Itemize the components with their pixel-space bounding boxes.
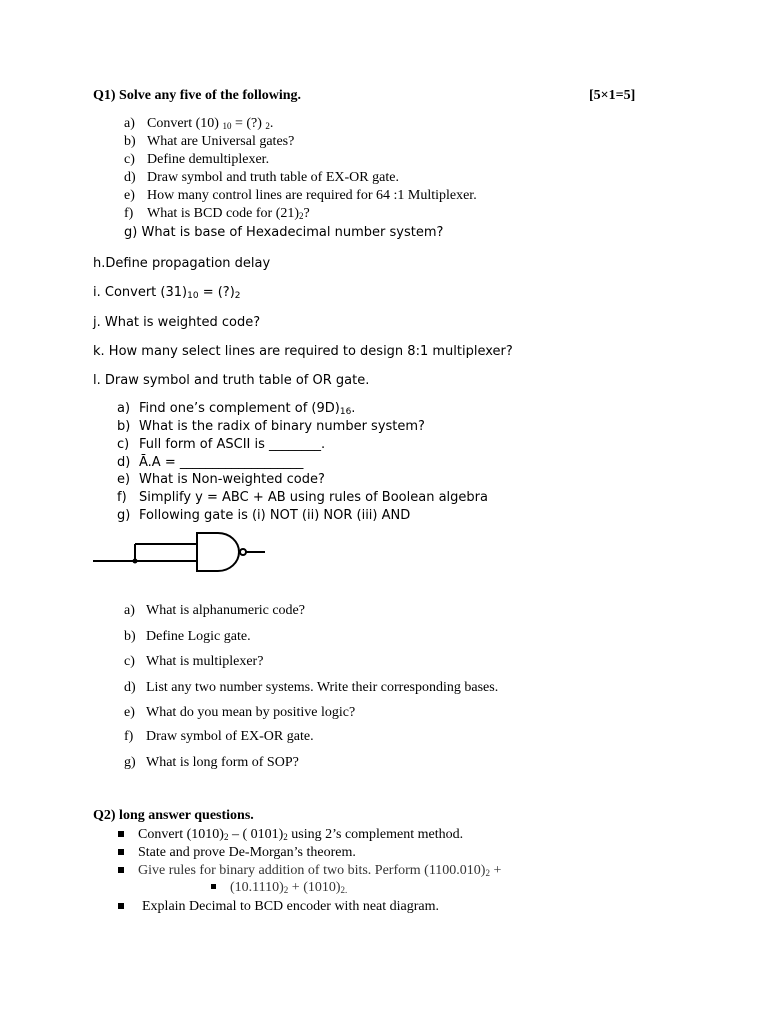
list-item: b) What is the radix of binary number system? bbox=[117, 419, 425, 434]
list-item: l. Draw symbol and truth table of OR gate. bbox=[93, 373, 370, 388]
list-item: e) How many control lines are required for 64 :1 Multiplexer. bbox=[124, 188, 477, 203]
list-item: f) What is BCD code for $(21)_2$? bbox=[124, 206, 310, 221]
list-item: b) What are Universal gates? bbox=[124, 134, 295, 149]
list-item: Explain Decimal to BCD encoder with neat diagram. bbox=[118, 899, 439, 915]
list-item: e) What is Non-weighted code? bbox=[117, 472, 325, 487]
list-item: f) Simplify y = ABC + AB using rules of Boolean algebra bbox=[117, 490, 488, 505]
nand-gate-body bbox=[197, 533, 239, 571]
inversion-bubble bbox=[240, 549, 246, 555]
list-item: g) What is long form of SOP? bbox=[124, 755, 299, 770]
bullet-icon bbox=[118, 867, 124, 873]
list-item: c) What is multiplexer? bbox=[124, 654, 264, 669]
junction-dot bbox=[133, 559, 138, 564]
list-item: d) List any two number systems. Write their corresponding bases. bbox=[124, 680, 499, 695]
list-item: c) Full form of ASCII is ________. bbox=[117, 437, 326, 452]
bullet-icon bbox=[211, 884, 216, 889]
question-1-marks: [5×1=5] bbox=[589, 88, 636, 103]
bullet-icon bbox=[118, 831, 124, 837]
list-item: d) Draw symbol and truth table of EX-OR gate. bbox=[124, 170, 399, 185]
list-item: b) Define Logic gate. bbox=[124, 629, 251, 644]
list-item: c) Define demultiplexer. bbox=[124, 152, 270, 167]
list-item: h.Define propagation delay bbox=[93, 256, 271, 271]
list-item: State and prove De-Morgan’s theorem. bbox=[118, 845, 356, 861]
list-item: e) What do you mean by positive logic? bbox=[124, 705, 356, 720]
list-item: a) Find one’s complement of $(9D)_{16}$. bbox=[117, 401, 356, 417]
list-item: g) Following gate is (i) NOT (ii) NOR (iii) AND bbox=[117, 508, 411, 523]
bullet-icon bbox=[118, 849, 124, 855]
list-item: $(10.1110)_2 + (1010)_{2.}$ bbox=[211, 880, 347, 896]
list-item: Convert $(1010)_2$ – ( $0101)_2$ using 2’s complement method. bbox=[118, 827, 463, 843]
list-item: d) Ā.A = ___________________ bbox=[117, 455, 304, 470]
list-item: a) Convert (10) $_{10}$ = (?) $_2$. bbox=[124, 116, 274, 131]
bullet-icon bbox=[118, 903, 124, 909]
list-item: j. What is weighted code? bbox=[93, 315, 261, 330]
question-1-title: Q1) Solve any five of the following. bbox=[93, 88, 302, 103]
list-item: a) What is alphanumeric code? bbox=[124, 603, 305, 618]
list-item: Give rules for binary addition of two bits. Perform $(1100.010)_2$ + bbox=[118, 863, 501, 879]
nand-gate-diagram bbox=[90, 528, 270, 576]
list-item: g) What is base of Hexadecimal number system? bbox=[124, 225, 444, 240]
list-item: i. Convert $(31)_{10}$ = $(?)_2$ bbox=[93, 285, 241, 301]
list-item: k. How many select lines are required to design 8:1 multiplexer? bbox=[93, 344, 513, 359]
question-2-title: Q2) long answer questions. bbox=[93, 808, 254, 823]
list-item: f) Draw symbol of EX-OR gate. bbox=[124, 729, 314, 744]
